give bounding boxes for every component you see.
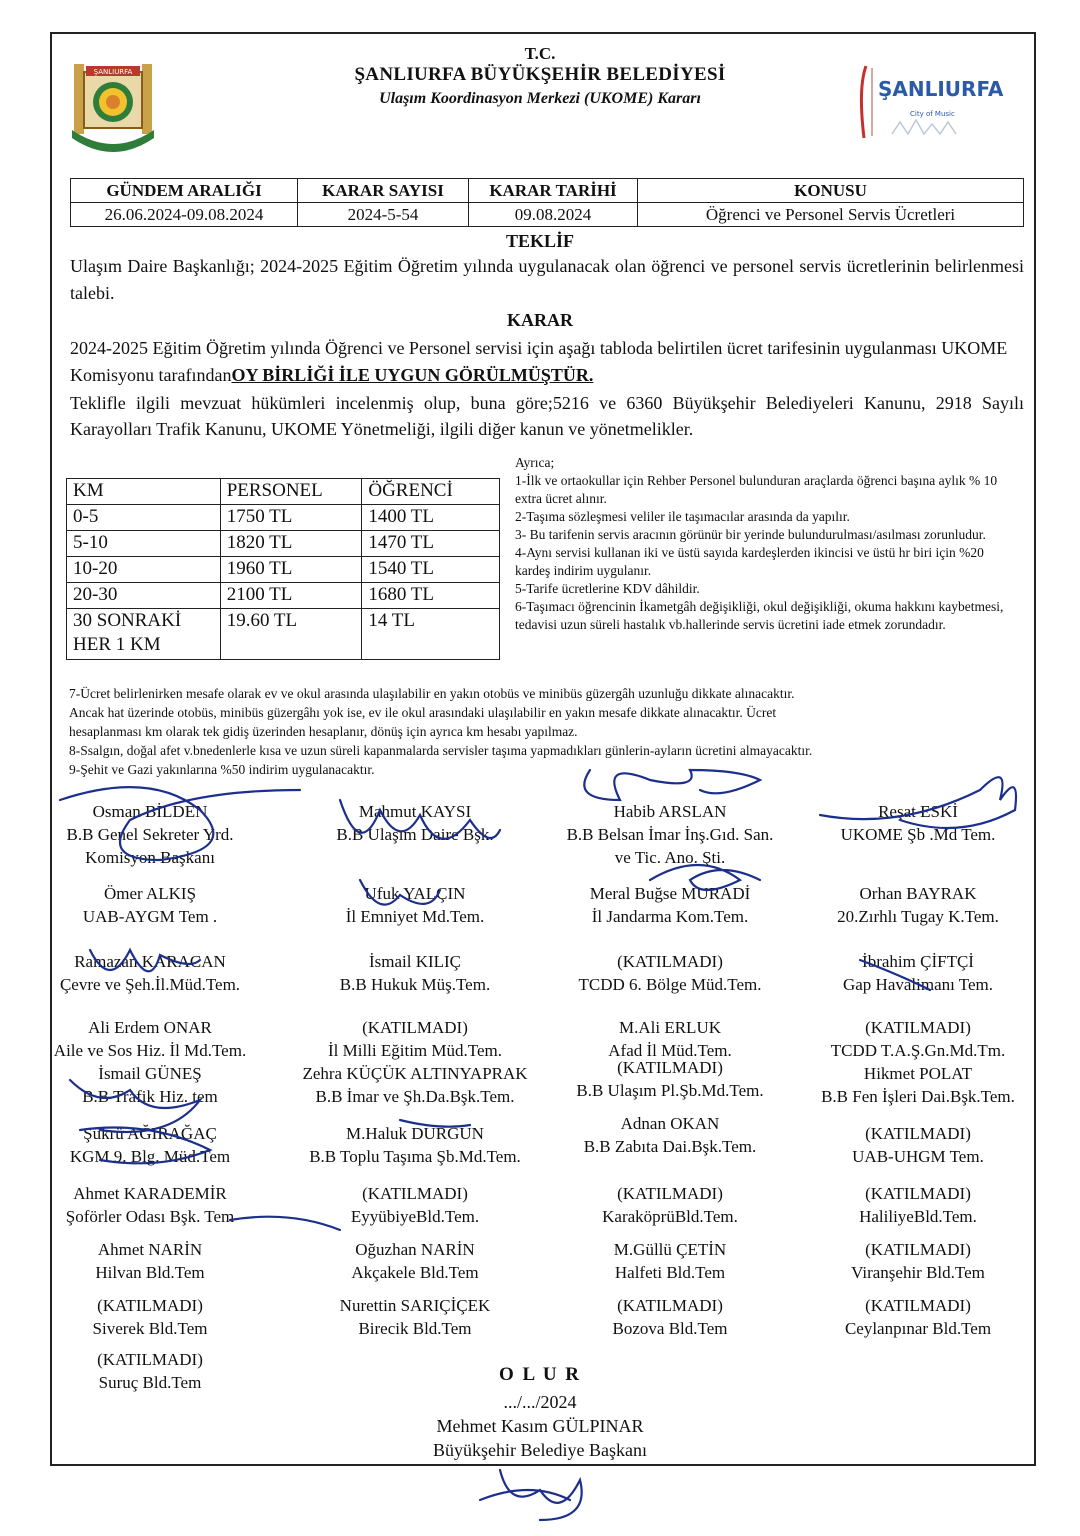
signatory-name: (KATILMADI) <box>617 1184 723 1203</box>
signatory-name: (KATILMADI) <box>617 952 723 971</box>
signatory-block <box>30 1122 270 1168</box>
signatory-name: Ahmet NARİN <box>97 1240 203 1259</box>
signatory-name: (KATILMADI) <box>865 1296 971 1315</box>
signatory-title-line2: Komisyon Başkanı <box>85 848 215 867</box>
signatory-title: UAB-UHGM Tem. <box>852 1147 984 1166</box>
signatory-title: Suruç Bld.Tem <box>98 1373 202 1392</box>
signatory-title: TCDD 6. Bölge Müd.Tem. <box>578 975 762 994</box>
signatory-name: Reşat ESKİ <box>878 802 958 821</box>
olur-heading: O L U R <box>498 1364 582 1385</box>
list-item: 8-Ssalgın, doğal afet v.bnedenlerle kısa ve uzun süreli kapanmalarda servisler taşıma yapmadıkları günlerin-ayların ücretini almayacaktır. <box>69 743 813 758</box>
teklif-heading: TEKLİF <box>505 231 575 251</box>
signatory-name: M.Güllü ÇETİN <box>613 1240 727 1259</box>
signatory-title: Çevre ve Şeh.İl.Müd.Tem. <box>59 975 241 994</box>
signatory-name: (KATILMADI) <box>865 1124 971 1143</box>
signatory-block <box>550 882 790 928</box>
fee-ogrenci: 14 TL <box>362 609 500 660</box>
karar-text <box>70 335 1024 389</box>
signatory-block <box>550 1238 790 1284</box>
table-row <box>67 557 500 583</box>
svg-text:City of Music: City of Music <box>910 110 955 118</box>
fee-header-personel: PERSONEL <box>220 479 362 505</box>
signatory-block <box>798 1294 1038 1340</box>
signatory-block <box>550 1294 790 1340</box>
info-table-header-row <box>71 179 1024 203</box>
signatory-name: M.Haluk DURGUN <box>346 1124 484 1143</box>
signatory-name: Ahmet KARADEMİR <box>73 1184 227 1203</box>
notes-list <box>69 684 1019 779</box>
fee-km-extra-line1: 30 SONRAKİ <box>73 610 182 631</box>
table-row <box>67 531 500 557</box>
fee-personel: 19.60 TL <box>220 609 362 660</box>
signatory-title: B.B Ulaşım Pl.Şb.Md.Tem. <box>576 1081 764 1100</box>
signatory-title: Aile ve Sos Hiz. İl Md.Tem. <box>53 1041 247 1060</box>
info-value-subject: Öğrenci ve Personel Servis Ücretleri <box>638 203 1024 227</box>
signatory-block <box>798 950 1038 996</box>
signatory-title: Viranşehir Bld.Tem <box>851 1263 985 1282</box>
signatory-title: B.B Ulaşım Daire Bşk. <box>336 825 494 844</box>
signatory-title: İl Jandarma Kom.Tem. <box>591 907 749 926</box>
list-item: hesaplanması km olarak tek gidiş üzerinden hesaplanır, dönüş için ayrıca km hesabı yapılmaz. <box>69 724 578 739</box>
fee-ogrenci: 1470 TL <box>362 531 500 557</box>
signatory-name: (KATILMADI) <box>617 1296 723 1315</box>
signatory-block <box>30 1062 270 1108</box>
teklif-text: Ulaşım Daire Başkanlığı; 2024-2025 Eğitim Öğretim yılında uygulanacak olan öğrenci ve personel servis ücretlerinin belirlenmesi talebi. <box>70 256 1024 303</box>
ayrica-list <box>515 454 1020 634</box>
signatory-block <box>550 1182 790 1228</box>
signatory-title: KaraköprüBld.Tem. <box>602 1207 738 1226</box>
table-row <box>67 609 500 660</box>
signatory-name: (KATILMADI) <box>617 1058 723 1077</box>
fee-km: 10-20 <box>67 557 221 583</box>
svg-text:ŞANLIURFA: ŞANLIURFA <box>878 77 1004 101</box>
signatory-name: Adnan OKAN <box>620 1114 720 1133</box>
signatory-block <box>550 1056 790 1102</box>
signatory-title-line2: ve Tic. Ano. Şti. <box>614 848 726 867</box>
signatory-block <box>30 1016 270 1062</box>
signatory-title: Şoförler Odası Bşk. Tem <box>65 1207 235 1226</box>
signatory-block <box>30 800 270 869</box>
signatory-title: Afad İl Müd.Tem. <box>608 1041 732 1060</box>
signatory-block <box>550 800 790 869</box>
header-subtitle: Ulaşım Koordinasyon Merkezi (UKOME) Kararı <box>379 90 701 107</box>
signatory-block <box>295 1062 535 1108</box>
list-item: 4-Aynı servisi kullanan iki ve üstü sayıda kardeşlerden ikincisi ve üstü hr biri için %20 kardeş indirim uygulanır. <box>515 545 984 578</box>
info-header-date: KARAR TARİHİ <box>469 179 638 203</box>
signatory-title: B.B Zabıta Dai.Bşk.Tem. <box>583 1137 757 1156</box>
signatory-title: UKOME Şb .Md Tem. <box>840 825 996 844</box>
signatory-block <box>798 1122 1038 1168</box>
signatory-title: UAB-AYGM Tem . <box>82 907 218 926</box>
signatory-title: Akçakele Bld.Tem <box>351 1263 479 1282</box>
signatory-block <box>798 1182 1038 1228</box>
signatory-title: HaliliyeBld.Tem. <box>859 1207 977 1226</box>
signatory-block <box>550 1112 790 1158</box>
signatory-block <box>30 882 270 928</box>
list-item: 3- Bu tarifenin servis aracının görünür bir yerinde bulundurulması/asılması zorunludur. <box>515 527 986 542</box>
list-item: 9-Şehit ve Gazi yakınlarına %50 indirim uygulanacaktır. <box>69 762 375 777</box>
list-item: 5-Tarife ücretlerine KDV dâhildir. <box>515 581 700 596</box>
fee-table <box>66 478 500 660</box>
fee-km: 20-30 <box>67 583 221 609</box>
signatory-title: B.B Genel Sekreter Yrd. <box>66 825 234 844</box>
signatory-name: (KATILMADI) <box>865 1018 971 1037</box>
signatory-name: (KATILMADI) <box>97 1350 203 1369</box>
fee-header-km: KM <box>67 479 221 505</box>
fee-km-extra-line2: HER 1 KM <box>73 634 161 655</box>
signatory-title: TCDD T.A.Ş.Gn.Md.Tm. <box>830 1041 1006 1060</box>
signatory-name: Zehra KÜÇÜK ALTINYAPRAK <box>302 1064 528 1083</box>
signatory-block <box>295 800 535 846</box>
header-tc: T.C. <box>524 44 556 63</box>
signatory-name: Şükrü AĞIRAĞAÇ <box>83 1124 217 1143</box>
signatory-title: İl Milli Eğitim Müd.Tem. <box>327 1041 502 1060</box>
signatory-name: İbrahim ÇİFTÇİ <box>862 952 974 971</box>
list-item: 1-İlk ve ortaokullar için Rehber Personel bulunduran araçlarda öğrenci başına aylık % 10 extra ücret alınır. <box>515 473 998 506</box>
signatory-title: B.B Toplu Taşıma Şb.Md.Tem. <box>309 1147 521 1166</box>
decision-info-table <box>70 178 1024 227</box>
info-value-agenda: 26.06.2024-09.08.2024 <box>71 203 298 227</box>
signatory-title: Hilvan Bld.Tem <box>95 1263 205 1282</box>
fee-personel: 1960 TL <box>220 557 362 583</box>
fee-ogrenci: 1540 TL <box>362 557 500 583</box>
karar-body: 2024-2025 Eğitim Öğretim yılında Öğrenci ve Personel servisi için aşağı tabloda belirtilen ücret tarifesinin uygulanması UKOME Komisyonu tarafından <box>70 338 1008 385</box>
olur-name: Mehmet Kasım GÜLPINAR <box>436 1416 644 1436</box>
signatory-name: (KATILMADI) <box>362 1184 468 1203</box>
header-municipality: ŞANLIURFA BÜYÜKŞEHİR BELEDİYESİ <box>354 64 726 85</box>
signatory-block <box>295 1016 535 1062</box>
signatory-name: Habib ARSLAN <box>613 802 727 821</box>
signatory-block <box>295 1238 535 1284</box>
fee-km-extra <box>67 609 221 660</box>
signatory-name: Ömer ALKIŞ <box>103 884 197 903</box>
signatory-block <box>295 1182 535 1228</box>
signatory-name: Meral Buğse MURADİ <box>589 884 751 903</box>
signatory-block <box>295 1294 535 1340</box>
signatory-title: B.B İmar ve Şh.Da.Bşk.Tem. <box>315 1087 515 1106</box>
signatory-name: Mahmut KAYSI <box>358 802 472 821</box>
signatory-block <box>295 882 535 928</box>
fee-personel: 2100 TL <box>220 583 362 609</box>
fee-table-header-row <box>67 479 500 505</box>
signatory-title: Halfeti Bld.Tem <box>614 1263 726 1282</box>
signatory-name: Nurettin SARIÇİÇEK <box>339 1296 491 1315</box>
signatory-name: (KATILMADI) <box>97 1296 203 1315</box>
signatory-title: B.B Belsan İmar İnş.Gıd. San. <box>566 825 774 844</box>
signatory-block <box>295 950 535 996</box>
list-item: 7-Ücret belirlenirken mesafe olarak ev ve okul arasında ulaşılabilir en yakın otobüs ve minibüs güzergâh uzunluğu dikkate alınacaktır. <box>69 686 795 701</box>
karar-decision: OY BİRLİĞİ İLE UYGUN GÖRÜLMÜŞTÜR. <box>231 365 594 385</box>
signatory-title: Ceylanpınar Bld.Tem <box>844 1319 992 1338</box>
info-header-subject: KONUSU <box>638 179 1024 203</box>
signatory-title: B.B Fen İşleri Dai.Bşk.Tem. <box>821 1087 1015 1106</box>
signatory-block <box>798 1238 1038 1284</box>
signatory-title: Siverek Bld.Tem <box>92 1319 208 1338</box>
fee-personel: 1750 TL <box>220 505 362 531</box>
info-value-date: 09.08.2024 <box>469 203 638 227</box>
list-item: 6-Taşımacı öğrencinin İkametgâh değişikliği, okul değişikliği, okuma hakkını kaybetmesi, tedavisi uzun süreli hastalık vb.hallerinde servis ücretini iade etmek zorundadır. <box>515 599 1004 632</box>
svg-text:ŞANLIURFA: ŞANLIURFA <box>93 68 133 76</box>
signatory-name: (KATILMADI) <box>865 1240 971 1259</box>
signatory-title: B.B Trafik Hiz. tem <box>82 1087 218 1106</box>
signatory-title: Gap Havalimanı Tem. <box>842 975 994 994</box>
signatory-block <box>798 1016 1038 1062</box>
signatory-name: Ramazan KARACAN <box>74 952 226 971</box>
signatory-name: Oğuzhan NARİN <box>355 1240 475 1259</box>
signatory-name: Osman BİLDEN <box>92 802 208 821</box>
fee-ogrenci: 1680 TL <box>362 583 500 609</box>
olur-date: .../.../2024 <box>503 1392 577 1412</box>
list-item: Ancak hat üzerinde otobüs, minibüs güzergâhı yok ise, ev ile okul arasındaki ulaşılabilir en yakın mesafe dikkate alınacaktır. Ücret <box>69 705 777 720</box>
info-header-number: KARAR SAYISI <box>298 179 469 203</box>
signatory-name: (KATILMADI) <box>865 1184 971 1203</box>
signatory-name: İsmail GÜNEŞ <box>98 1064 202 1083</box>
signatory-block <box>798 882 1038 928</box>
signatory-title: EyyübiyeBld.Tem. <box>350 1207 480 1226</box>
signatory-block <box>798 1062 1038 1108</box>
fee-header-ogrenci: ÖĞRENCİ <box>362 479 500 505</box>
signatory-name: (KATILMADI) <box>362 1018 468 1037</box>
signatory-name: M.Ali ERLUK <box>619 1018 721 1037</box>
info-value-number: 2024-5-54 <box>298 203 469 227</box>
signatory-block <box>798 800 1038 846</box>
fee-ogrenci: 1400 TL <box>362 505 500 531</box>
signatory-title: Bozova Bld.Tem <box>612 1319 728 1338</box>
ayrica-heading: Ayrıca; <box>515 455 555 470</box>
signatory-block <box>30 1238 270 1284</box>
signatory-name: Ufuk YALÇIN <box>364 884 466 903</box>
info-table-value-row <box>71 203 1024 227</box>
karar-heading: KARAR <box>507 310 573 330</box>
signatory-title: İl Emniyet Md.Tem. <box>345 907 485 926</box>
signatory-block <box>30 1294 270 1340</box>
fee-personel: 1820 TL <box>220 531 362 557</box>
signatory-name: Hikmet POLAT <box>863 1064 973 1083</box>
fee-km: 0-5 <box>67 505 221 531</box>
signatory-name: Ali Erdem ONAR <box>88 1018 212 1037</box>
signatory-block <box>30 950 270 996</box>
info-header-agenda: GÜNDEM ARALIĞI <box>71 179 298 203</box>
signatory-block <box>295 1122 535 1168</box>
list-item: 2-Taşıma sözleşmesi veliler ile taşımacılar arasında da yapılır. <box>515 509 850 524</box>
signatory-block <box>30 1182 270 1228</box>
signatory-title: 20.Zırhlı Tugay K.Tem. <box>837 907 999 926</box>
karar-legal: Teklifle ilgili mevzuat hükümleri incelenmiş olup, buna göre;5216 ve 6360 Büyükşehir Belediyeleri Kanunu, 2918 Sayılı Karayolları Trafik Kanunu, UKOME Yönetmeliği, ilgili diğer kanun ve yönetmelikler. <box>70 393 1024 439</box>
signatory-name: İsmail KILIÇ <box>368 952 462 971</box>
olur-title: Büyükşehir Belediye Başkanı <box>433 1440 647 1460</box>
signatory-name: Orhan BAYRAK <box>859 884 977 903</box>
signatory-title: B.B Hukuk Müş.Tem. <box>339 975 491 994</box>
signatory-title: KGM 9. Blg. Müd.Tem <box>69 1147 231 1166</box>
table-row <box>67 583 500 609</box>
table-row <box>67 505 500 531</box>
fee-km: 5-10 <box>67 531 221 557</box>
signatory-title: Birecik Bld.Tem <box>358 1319 472 1338</box>
signatory-block <box>550 950 790 996</box>
